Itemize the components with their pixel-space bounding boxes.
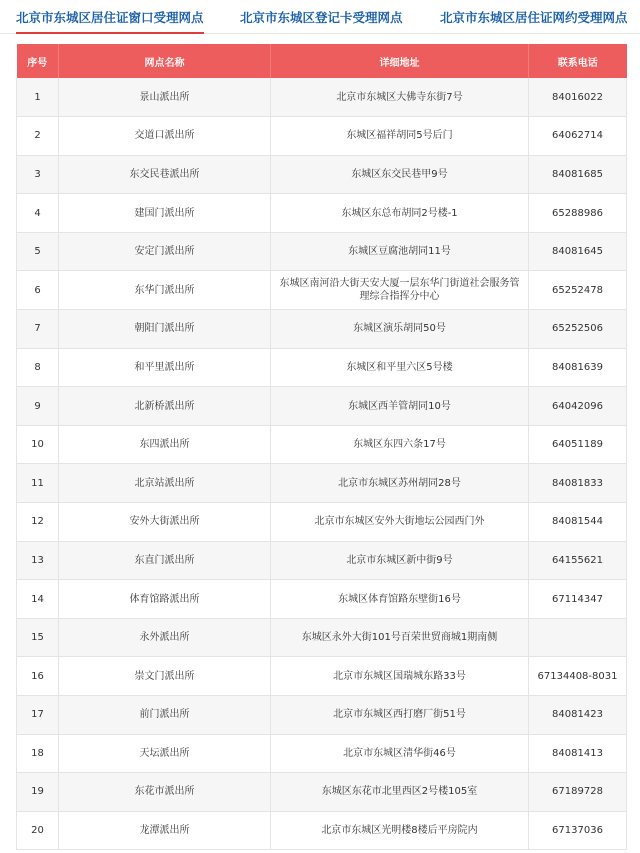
table-row bbox=[17, 155, 627, 194]
cell-address: 北京市东城区大佛寺东街7号 bbox=[271, 78, 529, 117]
cell-address: 东城区东四六条17号 bbox=[271, 425, 529, 464]
cell-phone: 65252478 bbox=[529, 271, 627, 310]
cell-phone: 64155621 bbox=[529, 541, 627, 580]
cell-name: 和平里派出所 bbox=[59, 348, 271, 387]
cell-address: 北京市东城区苏州胡同28号 bbox=[271, 464, 529, 503]
cell-address: 东城区南河沿大街天安大厦一层东华门街道社会服务管理综合指挥分中心 bbox=[271, 271, 529, 310]
cell-name: 崇文门派出所 bbox=[59, 657, 271, 696]
table-row bbox=[17, 310, 627, 349]
table-row bbox=[17, 811, 627, 850]
cell-phone bbox=[529, 618, 627, 657]
tab-residence-permit-online[interactable]: 北京市东城区居住证网约受理网点 bbox=[440, 10, 628, 25]
cell-name: 龙潭派出所 bbox=[59, 811, 271, 850]
cell-phone: 67137036 bbox=[529, 811, 627, 850]
cell-name: 永外派出所 bbox=[59, 618, 271, 657]
header-phone: 联系电话 bbox=[529, 44, 627, 78]
cell-no: 12 bbox=[17, 503, 59, 542]
cell-address: 北京市东城区国瑞城东路33号 bbox=[271, 657, 529, 696]
cell-no: 6 bbox=[17, 271, 59, 310]
cell-no: 18 bbox=[17, 734, 59, 773]
cell-no: 11 bbox=[17, 464, 59, 503]
cell-name: 天坛派出所 bbox=[59, 734, 271, 773]
cell-name: 交道口派出所 bbox=[59, 117, 271, 156]
cell-address: 东城区东总布胡同2号楼-1 bbox=[271, 194, 529, 233]
cell-no: 15 bbox=[17, 618, 59, 657]
cell-no: 17 bbox=[17, 696, 59, 735]
cell-name: 安定门派出所 bbox=[59, 232, 271, 271]
cell-no: 8 bbox=[17, 348, 59, 387]
header-address: 详细地址 bbox=[271, 44, 529, 78]
table-row bbox=[17, 541, 627, 580]
cell-name: 景山派出所 bbox=[59, 78, 271, 117]
table-row bbox=[17, 734, 627, 773]
cell-no: 2 bbox=[17, 117, 59, 156]
cell-name: 体育馆路派出所 bbox=[59, 580, 271, 619]
table-row bbox=[17, 464, 627, 503]
cell-no: 13 bbox=[17, 541, 59, 580]
cell-phone: 64062714 bbox=[529, 117, 627, 156]
cell-name: 东四派出所 bbox=[59, 425, 271, 464]
cell-no: 19 bbox=[17, 773, 59, 812]
table-header-row bbox=[17, 44, 627, 78]
cell-phone: 84081645 bbox=[529, 232, 627, 271]
cell-name: 东华门派出所 bbox=[59, 271, 271, 310]
cell-no: 3 bbox=[17, 155, 59, 194]
cell-no: 9 bbox=[17, 387, 59, 426]
cell-phone: 84081544 bbox=[529, 503, 627, 542]
table-row bbox=[17, 580, 627, 619]
cell-no: 16 bbox=[17, 657, 59, 696]
table-row bbox=[17, 232, 627, 271]
cell-phone: 84016022 bbox=[529, 78, 627, 117]
cell-phone: 64042096 bbox=[529, 387, 627, 426]
cell-phone: 84081639 bbox=[529, 348, 627, 387]
table-row bbox=[17, 271, 627, 310]
table-row bbox=[17, 657, 627, 696]
cell-name: 北京站派出所 bbox=[59, 464, 271, 503]
cell-address: 东城区体育馆路东壁街16号 bbox=[271, 580, 529, 619]
cell-address: 北京市东城区光明楼8楼后平房院内 bbox=[271, 811, 529, 850]
cell-no: 1 bbox=[17, 78, 59, 117]
cell-phone: 65252506 bbox=[529, 310, 627, 349]
table-row bbox=[17, 194, 627, 233]
cell-address: 北京市东城区新中街9号 bbox=[271, 541, 529, 580]
cell-name: 前门派出所 bbox=[59, 696, 271, 735]
table-row bbox=[17, 387, 627, 426]
cell-phone: 64051189 bbox=[529, 425, 627, 464]
table-row bbox=[17, 773, 627, 812]
cell-address: 东城区永外大街101号百荣世贸商城1期南侧 bbox=[271, 618, 529, 657]
header-name: 网点名称 bbox=[59, 44, 271, 78]
cell-name: 东直门派出所 bbox=[59, 541, 271, 580]
tab-bar bbox=[0, 0, 640, 34]
cell-address: 北京市东城区西打磨厂街51号 bbox=[271, 696, 529, 735]
cell-address: 东城区演乐胡同50号 bbox=[271, 310, 529, 349]
cell-name: 朝阳门派出所 bbox=[59, 310, 271, 349]
cell-address: 东城区和平里六区5号楼 bbox=[271, 348, 529, 387]
table-row bbox=[17, 425, 627, 464]
service-points-table bbox=[16, 44, 627, 850]
cell-name: 安外大街派出所 bbox=[59, 503, 271, 542]
cell-address: 东城区西羊管胡同10号 bbox=[271, 387, 529, 426]
cell-phone: 84081413 bbox=[529, 734, 627, 773]
cell-address: 北京市东城区安外大街地坛公园西门外 bbox=[271, 503, 529, 542]
cell-no: 10 bbox=[17, 425, 59, 464]
cell-phone: 65288986 bbox=[529, 194, 627, 233]
cell-phone: 67134408-8031 bbox=[529, 657, 627, 696]
cell-address: 东城区东交民巷甲9号 bbox=[271, 155, 529, 194]
tab-registration-card[interactable]: 北京市东城区登记卡受理网点 bbox=[240, 10, 403, 25]
cell-no: 7 bbox=[17, 310, 59, 349]
table-row bbox=[17, 696, 627, 735]
cell-phone: 84081685 bbox=[529, 155, 627, 194]
cell-address: 东城区福祥胡同5号后门 bbox=[271, 117, 529, 156]
table-row bbox=[17, 618, 627, 657]
cell-address: 东城区豆腐池胡同11号 bbox=[271, 232, 529, 271]
cell-name: 东花市派出所 bbox=[59, 773, 271, 812]
cell-phone: 67189728 bbox=[529, 773, 627, 812]
cell-name: 东交民巷派出所 bbox=[59, 155, 271, 194]
cell-name: 北新桥派出所 bbox=[59, 387, 271, 426]
cell-address: 北京市东城区清华街46号 bbox=[271, 734, 529, 773]
cell-phone: 84081423 bbox=[529, 696, 627, 735]
cell-phone: 84081833 bbox=[529, 464, 627, 503]
cell-no: 5 bbox=[17, 232, 59, 271]
table-row bbox=[17, 78, 627, 117]
table-row bbox=[17, 117, 627, 156]
table-row bbox=[17, 348, 627, 387]
tab-residence-permit-window[interactable]: 北京市东城区居住证窗口受理网点 bbox=[16, 8, 204, 34]
cell-no: 14 bbox=[17, 580, 59, 619]
header-no: 序号 bbox=[17, 44, 59, 78]
cell-address: 东城区东花市北里西区2号楼105室 bbox=[271, 773, 529, 812]
cell-no: 20 bbox=[17, 811, 59, 850]
table-row bbox=[17, 503, 627, 542]
cell-no: 4 bbox=[17, 194, 59, 233]
cell-name: 建国门派出所 bbox=[59, 194, 271, 233]
cell-phone: 67114347 bbox=[529, 580, 627, 619]
